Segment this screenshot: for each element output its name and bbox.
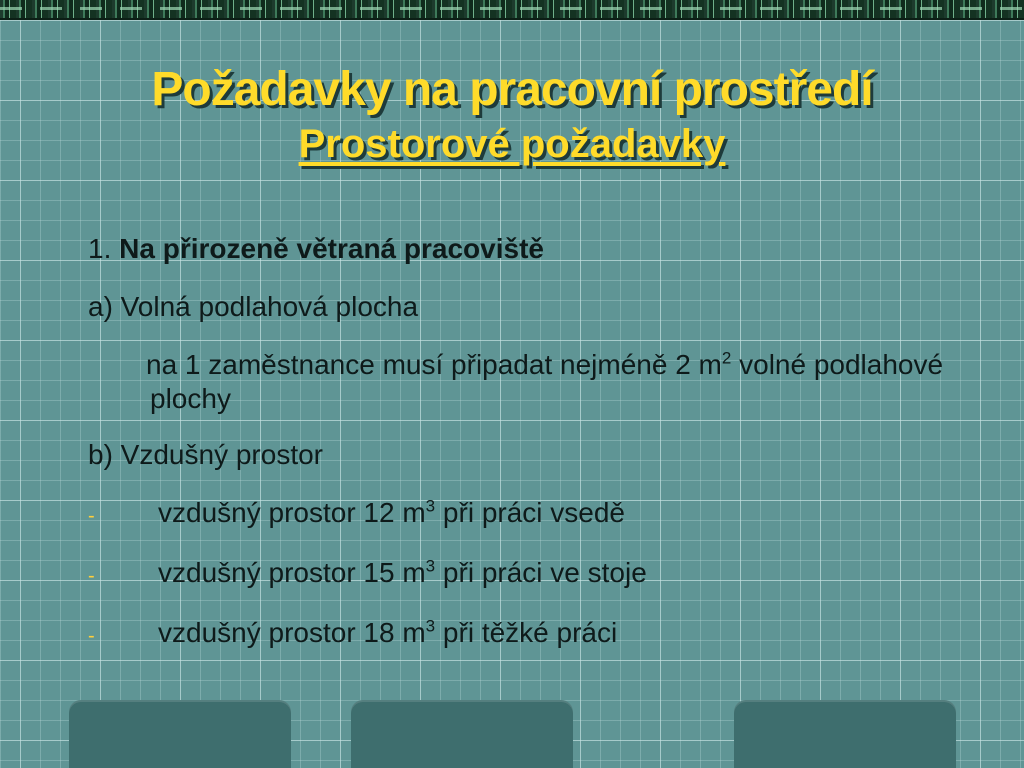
- dash-bullet-icon: -: [88, 505, 95, 527]
- volume-exponent: 3: [425, 496, 436, 516]
- bullet-text: [158, 616, 617, 650]
- bullet-text-end: při těžké práci: [435, 617, 618, 648]
- circuit-board-strip: [0, 0, 1024, 20]
- footer-tab-right: [734, 700, 956, 768]
- bullet-text-start: vzdušný prostor 15 m: [158, 557, 426, 588]
- item-1-text: Na přirozeně větraná pracoviště: [119, 233, 544, 264]
- bullet-item: [88, 556, 968, 593]
- volume-exponent: 3: [425, 556, 436, 576]
- slide-title-block: [0, 62, 1024, 168]
- bullet-text: [158, 556, 647, 590]
- bullet-item: [88, 496, 968, 533]
- bullet-text-end: při práci vsedě: [435, 497, 626, 528]
- volume-exponent: 3: [425, 616, 436, 636]
- area-text-end: volné podlahové plochy: [150, 349, 944, 414]
- bullet-text-start: vzdušný prostor 12 m: [158, 497, 426, 528]
- bullet-text: [158, 496, 625, 530]
- dash-bullet-icon: -: [88, 565, 95, 587]
- dash-bullet-icon: -: [88, 625, 95, 647]
- area-requirement: [88, 348, 968, 416]
- section-b-heading: b) Vzdušný prostor: [88, 439, 323, 470]
- slide-title: Požadavky na pracovní prostředí: [151, 63, 873, 116]
- bullet-item: [88, 616, 968, 653]
- slide-body: [88, 232, 968, 676]
- section-a-heading: a) Volná podlahová plocha: [88, 291, 419, 322]
- bullet-text-end: při práci ve stoje: [435, 557, 647, 588]
- slide-subtitle: Prostorové požadavky: [298, 121, 726, 166]
- area-exponent: 2: [721, 348, 732, 368]
- footer-tab-center: [351, 700, 573, 768]
- item-1: [88, 232, 968, 266]
- item-1-number: 1.: [88, 233, 112, 264]
- area-text: na 1 zaměstnance musí připadat nejméně 2 m: [146, 349, 722, 380]
- footer-tab-left: [69, 700, 291, 768]
- circuit-trace: [0, 7, 1024, 10]
- bullet-text-start: vzdušný prostor 18 m: [158, 617, 426, 648]
